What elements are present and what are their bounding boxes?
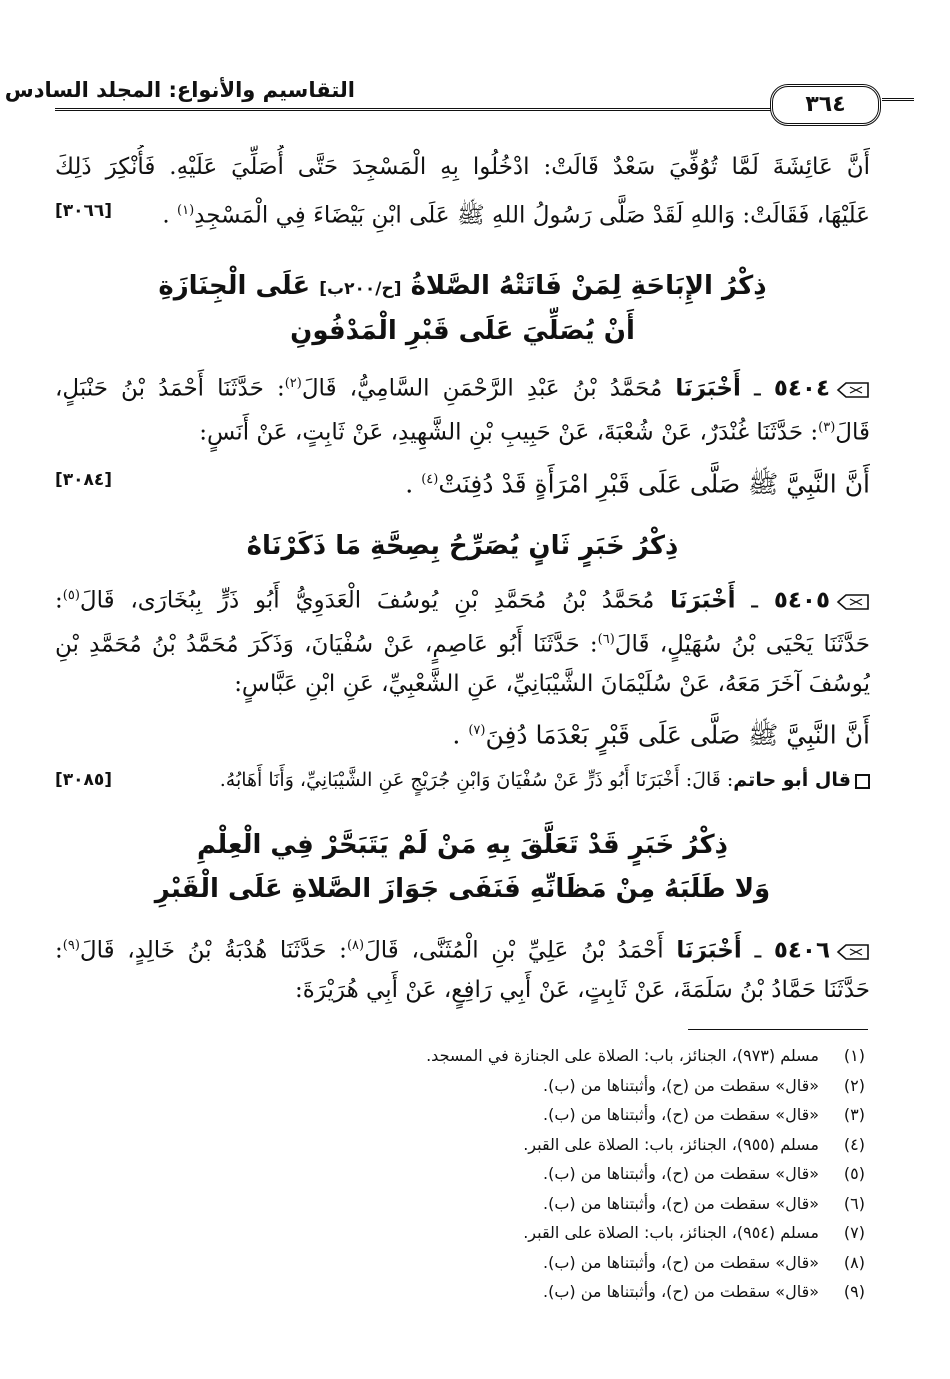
akhbarana: أَخْبَرَنَا [676,937,742,964]
text-span: مُحَمَّدُ بْنُ عَبْدِ الرَّحْمَنِ السَّامِيُّ، قَالَ [301,375,663,402]
footnote-marker: (٥) [62,588,80,603]
text-span: قَالَ [835,419,870,446]
footnote-text: مسلم (٩٧٣)، الجنائز، باب: الصلاة على الجنازة في المسجد. [426,1046,819,1065]
text-span: مُحَمَّدُ بْنُ مُحَمَّدِ بْنِ يُوسُفَ الْعَدَوِيُّ أَبُو ذَرٍّ بِبُخَارَى، قَالَ [79,587,655,614]
footnote [300,1041,865,1071]
chapter-heading-line2: وَلا طَلَبَهُ مِنْ مَظَانِّهِ فَنَفَى جَوَازَ الصَّلاةِ عَلَى الْقَبْرِ [154,874,771,904]
note-text: : قَالَ: أَخْبَرَنَا أَبُو ذَرٍّ عَنْ سُفْيَانَ وَابْنِ جُرَيْجٍ عَنِ الشَّيْبَانِيِّ، وَأَنَا أَهَابُهُ. [219,769,734,791]
hadith-number: ٥٤٠٤ [773,375,830,402]
text-span: : [55,937,63,964]
chapter-heading: ذِكْرُ خَبَرٍ قَدْ تَعَلَّقَ بِهِ مَنْ لَمْ يَتَبَحَّرْ فِي الْعِلْمِ [197,830,728,860]
footnote-number: (٨) [843,1252,865,1272]
reference-number: [٣٠٨٥] [55,770,113,790]
chapter-heading [55,263,870,312]
square-icon [855,774,870,789]
footnote-text: «قال» سقطت من (ح)، وأثبتناها من (ب). [543,1282,819,1301]
footnote-marker: (٩) [62,938,80,953]
reference-number: [٣٠٨٤] [55,470,113,490]
hadith-5406-line1 [55,924,870,973]
hadith-5404-line2 [55,406,870,455]
hadith-marker-icon [836,380,870,400]
text-span: : حَدَّثَنَا أَحْمَدُ بْنُ حَنْبَلٍ، [55,375,285,402]
footnote-number: (١) [843,1046,865,1065]
text-span: أَنَّ النَّبِيَّ ﷺ صَلَّى عَلَى قَبْرٍ بَعْدَمَا دُفِنَ [485,720,870,750]
footnote-text: «قال» سقطت من (ح)، وأثبتناها من (ب). [543,1105,819,1124]
footnote-number: (٩) [843,1282,865,1301]
footnote-text: «قال» سقطت من (ح)، وأثبتناها من (ب). [543,1252,819,1272]
footnote-text: مسلم (٩٥٤)، الجنائز، باب: الصلاة على القبر. [523,1223,819,1242]
footnote-number: (٧) [843,1223,865,1242]
page-number: ٣٦٤ [770,84,881,126]
hadith-marker-icon [836,942,870,962]
footnote-rule [688,1029,868,1030]
footnote [300,1130,865,1160]
note-label: قال أبو حاتم [733,769,851,791]
text-span: أَنَّ النَّبِيَّ ﷺ صَلَّى عَلَى قَبْرِ امْرَأَةٍ قَدْ دُفِنَتْ [438,469,870,499]
footnote [300,1189,865,1219]
running-title: التقاسيم والأنواع: المجلد السادس [4,78,355,102]
footnote-number: (٥) [843,1164,865,1183]
footnote-text: «قال» سقطت من (ح)، وأثبتناها من (ب). [543,1075,819,1095]
page-header [4,70,870,120]
header-rule [55,108,775,111]
reference-number: [٣٠٦٦] [55,201,113,221]
footnote-number: (٢) [843,1075,865,1095]
text-span: أَحْمَدُ بْنُ عَلِيِّ بْنِ الْمُثَنَّى، قَالَ [364,937,664,964]
manuscript-ref: [ح/٢٠٠ب] [319,279,402,299]
footnote-text: «قال» سقطت من (ح)، وأثبتناها من (ب). [543,1193,819,1213]
footnote [300,1218,865,1248]
chapter-heading: ذِكْرُ خَبَرٍ ثَانٍ يُصَرِّحُ بِصِحَّةِ مَا ذَكَرْنَاهُ [246,531,679,561]
footnote-marker: (٣) [818,420,836,435]
text-span: : حَدَّثَنَا هُدْبَةُ بْنُ خَالِدٍ، قَالَ [79,937,347,964]
akhbarana: أَخْبَرَنَا [670,587,736,614]
hadith-number: ٥٤٠٥ [773,587,830,614]
text-span: . [162,202,178,229]
footnote [300,1071,865,1101]
hadith-5404-matn [55,458,870,506]
author-note [55,758,870,802]
text-span: . [405,469,422,499]
dash: ـ [735,587,774,614]
hadith-number: ٥٤٠٦ [773,937,831,964]
footnote-marker: (٢) [284,376,302,391]
hadith-marker-icon [836,592,870,612]
text-span: : حَدَّثَنَا أَبُو عَاصِمٍ، عَنْ سُفْيَانَ، وَذَكَرَ مُحَمَّدُ بْنُ مُحَمَّدِ بْنِ [55,631,598,658]
footnotes [300,1041,865,1307]
akhbarana: أَخْبَرَنَا [675,375,741,402]
footnote [300,1277,865,1307]
hadith-5405-line1 [55,574,870,623]
footnote [300,1159,865,1189]
text-span: عَلَيْهَا، فَقَالَتْ: وَاللهِ لَقَدْ صَلَّى رَسُولُ اللهِ ﷺ عَلَى ابْنِ بَيْضَاءَ فِي الْمَسْجِدِ [194,202,870,229]
footnote-number: (٦) [843,1193,865,1213]
footnote-number: (٣) [843,1105,865,1124]
footnote-marker: (١) [177,203,195,218]
footnote-text: «قال» سقطت من (ح)، وأثبتناها من (ب). [543,1164,819,1183]
text-span: : [55,587,63,614]
footnote-number: (٤) [843,1134,865,1154]
footnote-marker: (٤) [421,472,439,487]
footnote [300,1100,865,1130]
chapter-heading-line2: أَنْ يُصَلِّيَ عَلَى قَبْرِ الْمَدْفُونِ [290,316,635,346]
footnote-marker: (٨) [346,938,365,953]
footnote-marker: (٧) [468,723,486,738]
text-span: أَنَّ عَائِشَةَ لَمَّا تُوُفِّيَ سَعْدٌ قَالَتْ: ادْخُلُوا بِهِ الْمَسْجِدَ حَتَّى أُصَلِّيَ عَلَيْهِ. فَأُنْكِرَ ذَلِكَ [55,154,870,180]
heading-text: ذِكْرُ الإِبَاحَةِ لِمَنْ فَاتَتْهُ الصَّلاةُ [410,271,767,301]
hadith-5404-line1 [55,362,870,411]
text-span: : حَدَّثَنَا غُنْدَرٌ، عَنْ شُعْبَةَ، عَنْ حَبِيبِ بْنِ الشَّهِيدِ، عَنْ ثَابِتٍ، عَنْ أَنَسٍ: [199,419,819,446]
footnote-marker: (٦) [597,632,615,647]
hadith-5405-matn [55,709,870,757]
dash: ـ [740,375,774,402]
text-line [55,189,870,238]
text-span: . [452,720,469,750]
footnote-text: مسلم (٩٥٥)، الجنائز، باب: الصلاة على القبر. [523,1134,819,1154]
text-line [55,145,870,189]
header-rule-right [882,98,914,101]
heading-text: عَلَى الْجِنَازَةِ [158,271,311,301]
dash: ـ [741,937,774,964]
hadith-5406-line2: حَدَّثَنَا حَمَّادُ بْنُ سَلَمَةَ، عَنْ ثَابِتٍ، عَنْ أَبِي رَافِعٍ، عَنْ أَبِي هُرَيْرَةَ: [295,977,870,1003]
footnote [300,1248,865,1278]
hadith-5405-line2 [55,618,870,667]
text-span: حَدَّثَنَا يَحْيَى بْنُ سُهَيْلٍ، قَالَ [614,631,870,658]
hadith-5405-line3: يُوسُفَ آخَرَ مَعَهُ، عَنْ سُلَيْمَانَ الشَّيْبَانِيِّ، عَنِ الشَّعْبِيِّ، عَنِ ابْنِ عَبَّاسٍ: [234,671,870,697]
